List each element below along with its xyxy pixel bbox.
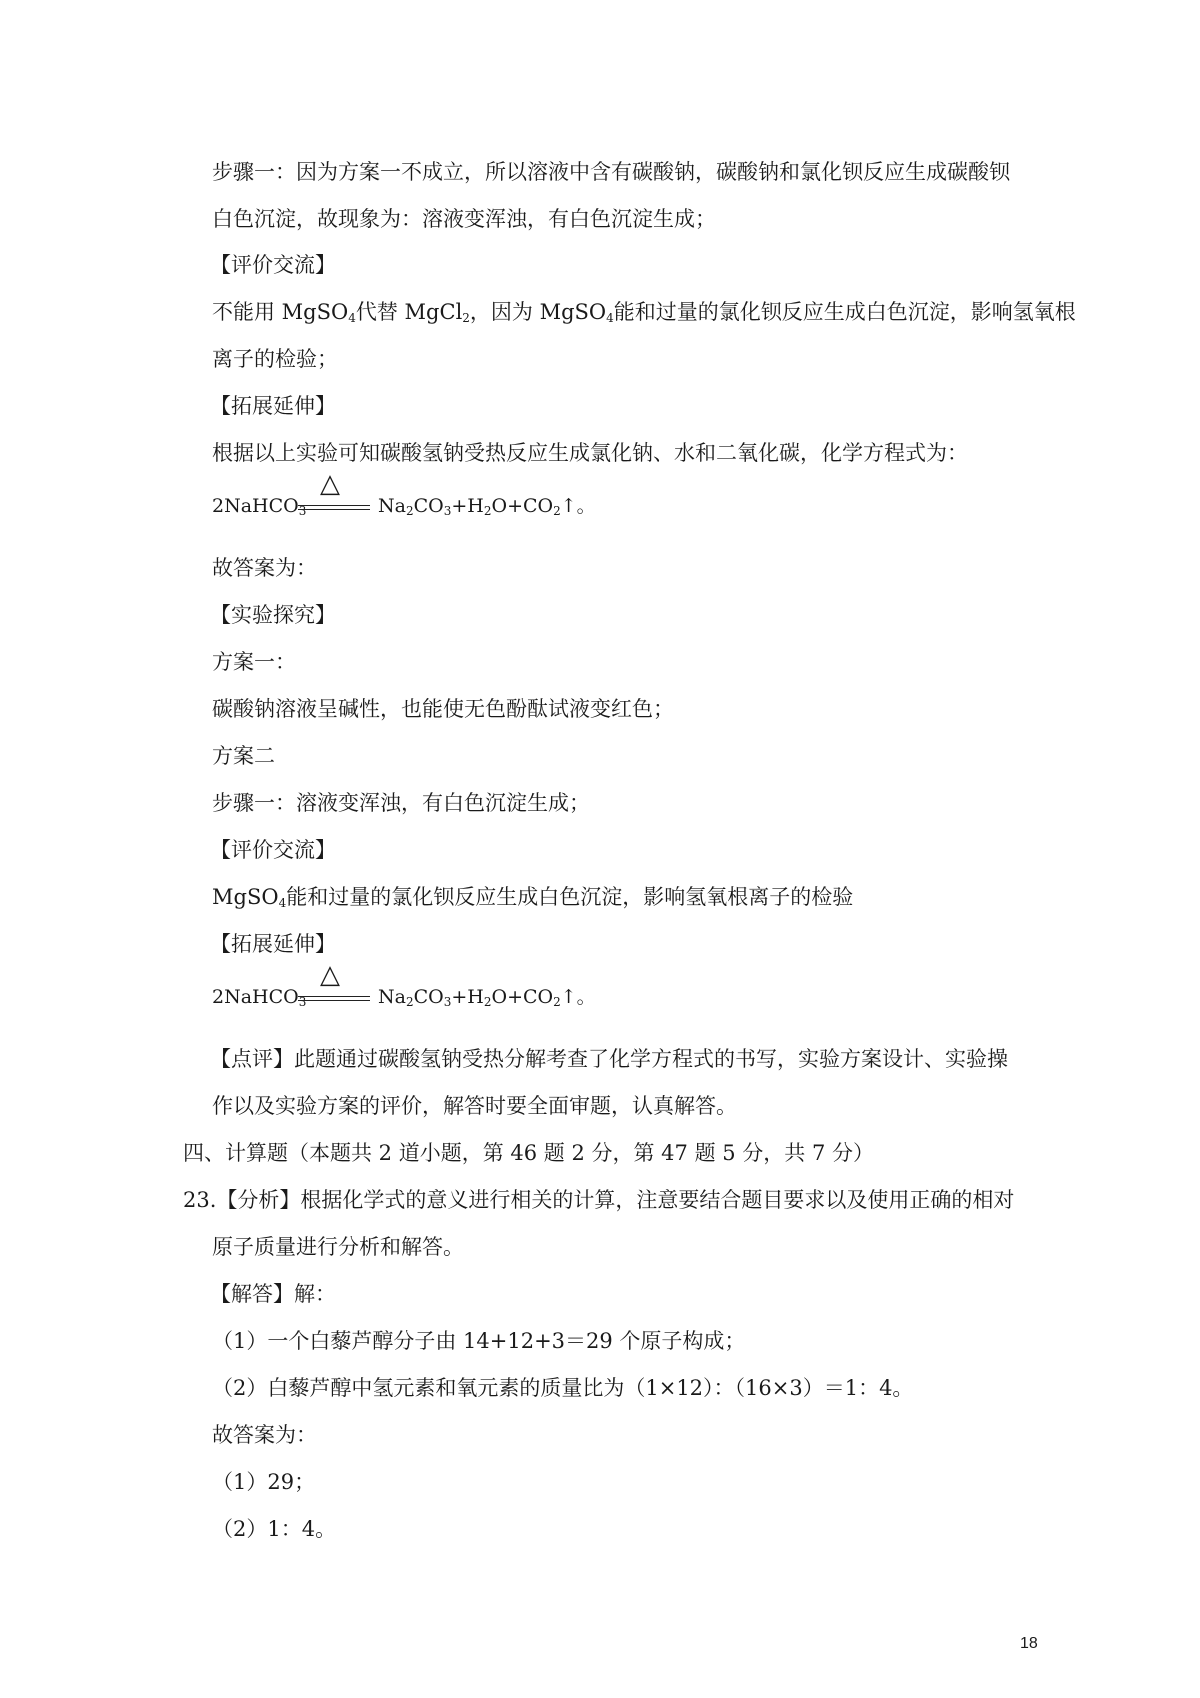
subscript: 4 xyxy=(348,311,356,325)
text-line: 方案一： xyxy=(212,650,296,674)
page-number: 18 xyxy=(1020,1635,1038,1652)
product-text: CO xyxy=(413,495,444,517)
product-text: ↑。 xyxy=(560,986,596,1008)
subscript: 2 xyxy=(553,504,561,518)
text-segment: 能和过量的氯化钡反应生成白色沉淀，影响氢氧根离子的检验 xyxy=(286,885,854,909)
subscript: 2 xyxy=(483,504,492,518)
equals-line xyxy=(298,509,370,510)
text-line: 步骤一：溶液变浑浊，有白色沉淀生成； xyxy=(212,791,590,815)
product-text: O+CO xyxy=(491,495,554,517)
product-text: CO xyxy=(413,986,444,1008)
section-heading: 【拓展延伸】 xyxy=(210,394,336,418)
text-line: （2）白藜芦醇中氢元素和氧元素的质量比为（1×12）：（16×3）＝1：4。 xyxy=(212,1376,914,1400)
subscript: 2 xyxy=(483,995,492,1009)
text-line: 原子质量进行分析和解答。 xyxy=(212,1235,464,1259)
subscript: 2 xyxy=(462,311,470,325)
equation-products xyxy=(378,985,596,1009)
reactant-text: 2NaHCO xyxy=(212,495,299,517)
subscript: 3 xyxy=(443,504,452,518)
equals-line xyxy=(298,505,370,506)
section-title: 四、计算题（本题共 2 道小题，第 46 题 2 分，第 47 题 5 分，共 7 分） xyxy=(183,1141,874,1165)
subscript: 2 xyxy=(553,995,561,1009)
equation-products xyxy=(378,494,596,518)
question-analysis: 23.【分析】根据化学式的意义进行相关的计算，注意要结合题目要求以及使用正确的相对 xyxy=(183,1188,1015,1212)
text-line: 离子的检验； xyxy=(212,347,338,371)
text-segment: 代替 MgCl xyxy=(355,300,463,324)
heat-triangle-icon: △ xyxy=(320,469,340,499)
equation-reactants xyxy=(212,494,306,518)
product-text: Na xyxy=(378,495,406,517)
text-line: 故答案为： xyxy=(212,1423,317,1447)
equals-line xyxy=(298,996,370,997)
equation-reactants xyxy=(212,985,306,1009)
subscript: 4 xyxy=(278,896,287,910)
equals-sign-heat xyxy=(298,960,370,1007)
comment-line: 【点评】此题通过碳酸氢钠受热分解考查了化学方程式的书写，实验方案设计、实验操 xyxy=(210,1047,1008,1071)
product-text: Na xyxy=(378,986,406,1008)
text-line: 碳酸钠溶液呈碱性，也能使无色酚酞试液变红色； xyxy=(212,697,674,721)
section-heading: 【解答】解： xyxy=(210,1282,336,1306)
product-text: +H xyxy=(451,986,484,1008)
text-line xyxy=(212,883,853,911)
subscript: 2 xyxy=(405,995,414,1009)
product-text: +H xyxy=(451,495,484,517)
subscript: 4 xyxy=(606,311,614,325)
text-segment: 不能用 MgSO xyxy=(212,300,349,324)
equals-sign-heat xyxy=(298,469,370,516)
text-segment: MgSO xyxy=(212,885,279,909)
section-heading: 【评价交流】 xyxy=(210,253,336,277)
product-text: O+CO xyxy=(491,986,554,1008)
subscript: 3 xyxy=(443,995,452,1009)
text-line: 故答案为： xyxy=(212,556,317,580)
section-heading: 【拓展延伸】 xyxy=(210,932,336,956)
product-text: ↑。 xyxy=(560,495,596,517)
equals-line xyxy=(298,1000,370,1001)
subscript: 3 xyxy=(298,995,307,1009)
chemical-equation xyxy=(212,469,596,518)
answer-line: （2）1：4。 xyxy=(212,1517,337,1541)
answer-line: （1）29； xyxy=(212,1470,316,1494)
section-heading: 【评价交流】 xyxy=(210,838,336,862)
text-line: 步骤一：因为方案一不成立，所以溶液中含有碳酸钠，碳酸钠和氯化钡反应生成碳酸钡 xyxy=(212,160,1010,184)
text-segment: 能和过量的氯化钡反应生成白色沉淀，影响氢氧根 xyxy=(613,300,1076,324)
subscript: 2 xyxy=(405,504,414,518)
subscript: 3 xyxy=(298,504,307,518)
reactant-text: 2NaHCO xyxy=(212,986,299,1008)
text-line: （1）一个白藜芦醇分子由 14+12+3＝29 个原子构成； xyxy=(212,1329,746,1353)
chemical-equation xyxy=(212,960,596,1009)
text-line xyxy=(212,298,1076,326)
text-line: 白色沉淀，故现象为：溶液变浑浊，有白色沉淀生成； xyxy=(212,207,716,231)
text-line: 根据以上实验可知碳酸氢钠受热反应生成氯化钠、水和二氧化碳，化学方程式为： xyxy=(212,441,968,465)
text-line: 作以及实验方案的评价，解答时要全面审题，认真解答。 xyxy=(212,1094,737,1118)
section-heading: 【实验探究】 xyxy=(210,603,336,627)
text-line: 方案二 xyxy=(212,744,275,768)
text-segment: ，因为 MgSO xyxy=(469,300,607,324)
heat-triangle-icon: △ xyxy=(320,960,340,990)
